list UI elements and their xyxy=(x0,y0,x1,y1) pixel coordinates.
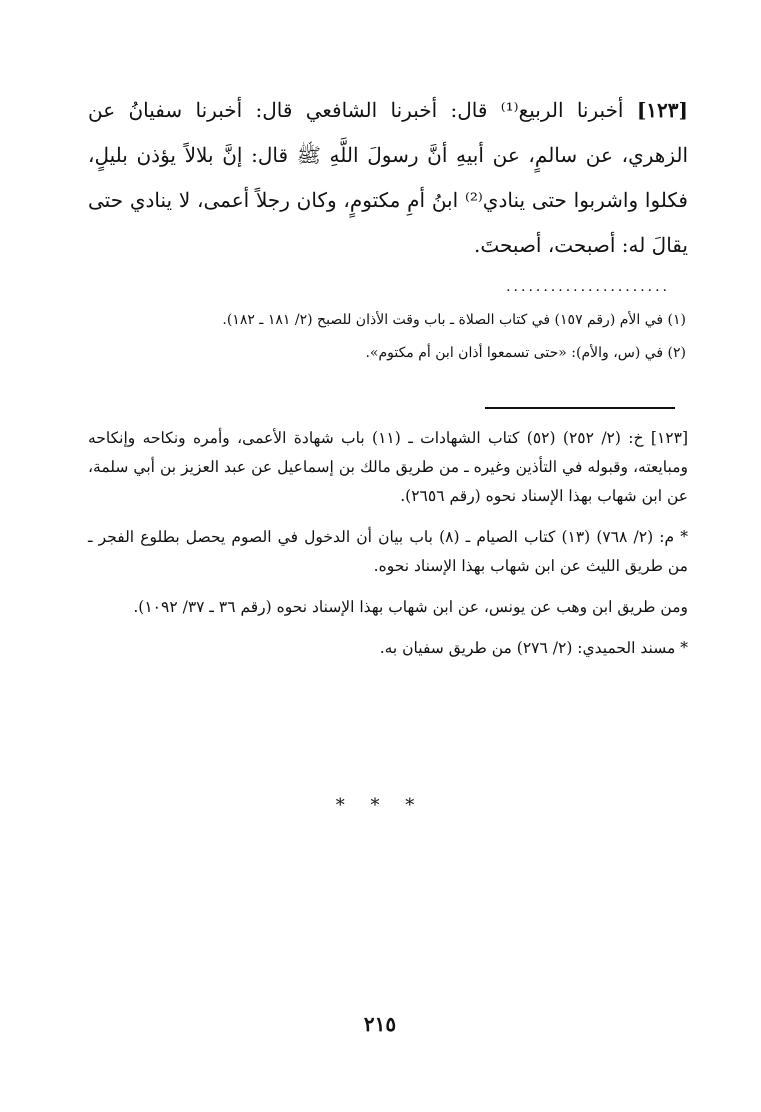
hadith-body: أخبرنا الربيع⁽¹⁾ قال: أخبرنا الشافعي قال: أخبرنا سفيانُ عن الزهري، عن سالمٍ، عن أبيهِ أنَّ رسولَ اللَّهِ ﷺ قال: إنَّ بلالاً يؤذن بليلٍ، فكلوا واشربوا حتى ينادي⁽²⁾ ابنُ أمِ مكتومٍ، وكان رجلاً أعمى، لا ينادي حتى يقالَ له: أصبحت، أصبحتَ. xyxy=(88,98,688,257)
takhrij-bukhari: [١٢٣] خ: (٢/ ٢٥٢) (٥٢) كتاب الشهادات ـ (١١) باب شهادة الأعمى، وأمره ونكاحه وإنكاحه ومبايعته، وقبوله في التأذين وغيره ـ من طريق مالك بن إسماعيل عن عبد العزيز بن أبي سلمة، عن ابن شهاب بهذا الإسناد نحوه (رقم ٢٦٥٦). xyxy=(88,429,688,505)
footnote-2: (٢) في (س، والأم): «حتى تسمعوا أذان ابن أم مكتوم». xyxy=(365,345,686,361)
footnote-1: (١) في الأم (رقم ١٥٧) في كتاب الصلاة ـ باب وقت الأذان للصبح (٢/ ١٨١ ـ ١٨٢). xyxy=(222,312,686,328)
hadith-text xyxy=(88,88,688,268)
hadith-number: [١٢٣] xyxy=(636,98,688,122)
takhrij-rule xyxy=(485,407,675,409)
page-number: ٢١٥ xyxy=(363,1012,397,1036)
footnote-separator: ...................... xyxy=(506,279,670,295)
takhrij-muslim-2: ومن طريق ابن وهب عن يونس، عن ابن شهاب بهذا الإسناد نحوه (رقم ٣٦ ـ ٣٧/ ١٠٩٢). xyxy=(133,598,688,616)
footnotes xyxy=(150,304,686,370)
section-ornament: * * * xyxy=(335,795,425,816)
takhrij-section xyxy=(88,424,688,675)
takhrij-humaidi: * مسند الحميدي: (٢/ ٢٧٦) من طريق سفيان به. xyxy=(379,639,688,657)
takhrij-muslim: * م: (٢/ ٧٦٨) (١٣) كتاب الصيام ـ (٨) باب بيان أن الدخول في الصوم يحصل بطلوع الفجر ـ من طريق الليث عن ابن شهاب بهذا الإسناد نحوه. xyxy=(88,528,688,575)
